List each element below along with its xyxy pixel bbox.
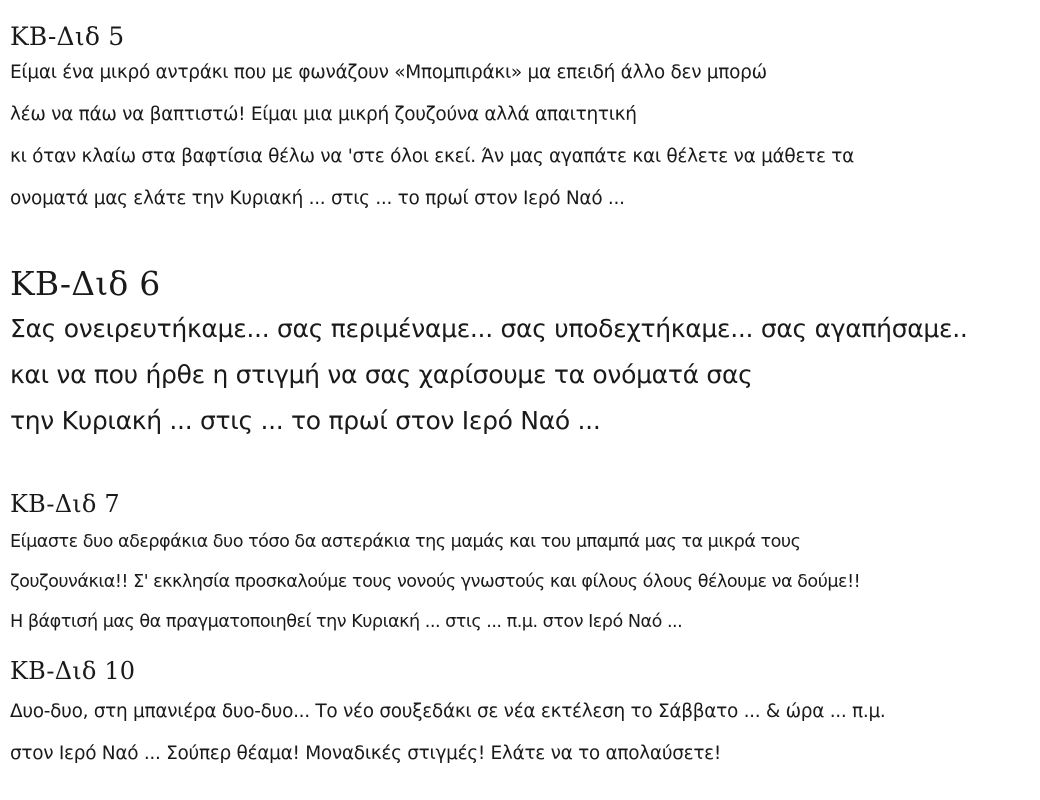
text-line: ονοματά μας ελάτε την Κυριακή ... στις ... το πρωί στον Ιερό Ναό ... bbox=[10, 188, 625, 209]
text-line: Είμαστε δυο αδερφάκια δυο τόσο δα αστεράκια της μαμάς και του μπαμπά μας τα μικρά τους bbox=[10, 532, 801, 552]
text-line: στον Ιερό Ναό ... Σούπερ θέαμα! Μοναδικές στιγμές! Ελάτε να το απολαύσετε! bbox=[10, 743, 721, 764]
product-code: KB-Διδ 10 bbox=[10, 657, 136, 685]
product-code: KB-Διδ 7 bbox=[10, 490, 120, 518]
invitation-text-kb-did-7 bbox=[10, 490, 1034, 642]
text-line: κι όταν κλαίω στα βαφτίσια θέλω να 'στε όλοι εκεί. Άν μας αγαπάτε και θέλετε να μάθετε τα bbox=[10, 146, 855, 167]
text-line: ζουζουνάκια!! Σ' εκκλησία προσκαλούμε τους νονούς γνωστούς και φίλους όλους θέλουμε να δούμε!! bbox=[10, 572, 861, 592]
text-line: Η βάφτισή μας θα πραγματοποιηθεί την Κυριακή ... στις ... π.μ. στον Ιερό Ναό ... bbox=[10, 612, 683, 632]
text-line: Είμαι ένα μικρό αντράκι που με φωνάζουν «Μπομπιράκι» μα επειδή άλλο δεν μπορώ bbox=[10, 62, 767, 83]
invitation-text-kb-did-10 bbox=[10, 657, 1034, 775]
invitation-text-kb-did-6 bbox=[10, 264, 1034, 444]
text-line: και να που ήρθε η στιγμή να σας χαρίσουμε τα ονόματά σας bbox=[10, 360, 753, 389]
text-line: Σας ονειρευτήκαμε... σας περιμέναμε... σας υποδεχτήκαμε... σας αγαπήσαμε.. bbox=[10, 314, 968, 343]
invitation-text-kb-did-5 bbox=[10, 22, 1034, 220]
product-code: KB-Διδ 6 bbox=[10, 264, 161, 303]
product-code: KB-Διδ 5 bbox=[10, 22, 125, 51]
text-line: λέω να πάω να βαπτιστώ! Είμαι μια μικρή ζουζούνα αλλά απαιτητική bbox=[10, 104, 637, 125]
text-line: την Κυριακή ... στις ... το πρωί στον Ιερό Ναό ... bbox=[10, 406, 601, 435]
text-line: Δυο-δυο, στη μπανιέρα δυο-δυο... Το νέο σουξεδάκι σε νέα εκτέλεση το Σάββατο ... & ώρα ... π.μ. bbox=[10, 701, 886, 722]
